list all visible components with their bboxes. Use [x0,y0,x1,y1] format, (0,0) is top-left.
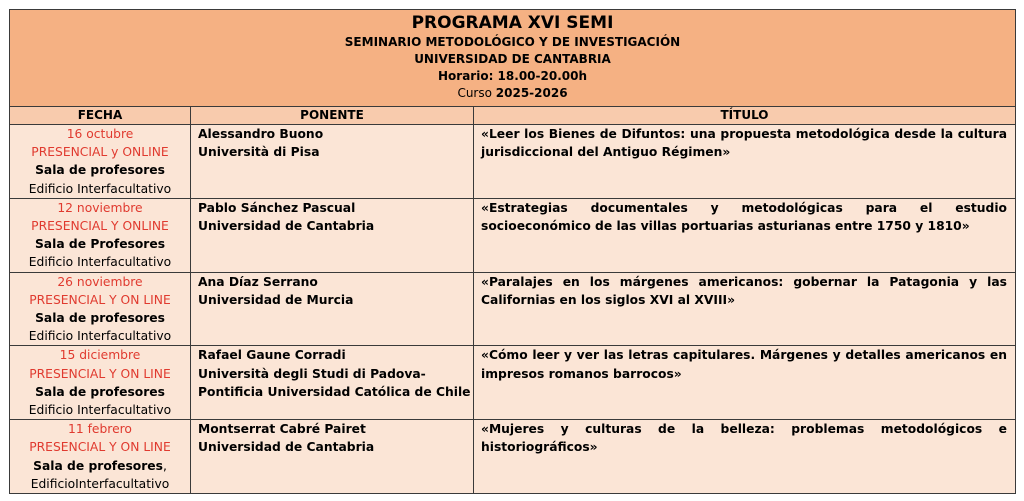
session-mode: PRESENCIAL y ONLINE [31,145,169,160]
session-date-cell [10,346,191,420]
session-row [10,272,1016,346]
session-date: 16 octubre [66,127,134,141]
course-label: Curso [457,86,492,100]
speaker-affiliation: Universidad de Cantabria [198,440,375,455]
session-mode: PRESENCIAL Y ON LINE [29,366,171,381]
speaker-affiliation: Universidad de Murcia [198,292,354,307]
session-row [10,346,1016,420]
university-name: UNIVERSIDAD DE CANTABRIA [414,52,611,66]
speaker-name: Pablo Sánchez Pascual [198,200,356,215]
session-title: «Leer los Bienes de Difuntos: una propuesta metodológica desde la cultura jurisdiccional del Antiguo Régimen» [474,125,1016,199]
session-mode: PRESENCIAL Y ON LINE [29,292,171,307]
session-mode: PRESENCIAL Y ON LINE [29,440,171,455]
speaker-affiliation: Università degli Studi di Padova-Pontificia Universidad Católica de Chile [198,366,471,399]
speaker-name: Alessandro Buono [198,127,324,141]
seminar-name: SEMINARIO METODOLÓGICO Y DE INVESTIGACIÓN [344,35,681,49]
session-date: 15 diciembre [59,348,141,363]
session-date-cell [10,420,191,494]
session-room: Sala de profesores [33,458,163,473]
session-room: Sala de profesores [35,311,165,326]
session-building: Edificio Interfacultativo [28,403,172,418]
schedule: Horario: 18.00-20.00h [438,69,587,83]
session-building: Edificio Interfacultativo [28,329,172,344]
session-room-suffix: , [162,458,167,473]
session-room-line [10,457,190,475]
session-date: 12 noviembre [57,200,143,215]
session-building: EdificioInterfacultativo [30,476,170,491]
session-date: 26 noviembre [57,274,143,289]
session-building: Edificio Interfacultativo [28,181,172,196]
session-speaker-cell [191,198,474,272]
session-title: «Estrategias documentales y metodológicas para el estudio socioeconómico de las villas portuarias asturianas entre 1750 y 1810» [474,198,1016,272]
session-date-cell [10,198,191,272]
session-title: «Mujeres y culturas de la belleza: problemas metodológicos e historiográficos» [474,420,1016,494]
speaker-name: Rafael Gaune Corradi [198,348,346,363]
program-document [9,9,1015,494]
session-speaker-cell [191,125,474,199]
speaker-name: Ana Díaz Serrano [198,274,318,289]
session-date-cell [10,125,191,199]
speaker-affiliation: Università di Pisa [198,145,320,160]
session-speaker-cell [191,346,474,420]
session-room: Sala de profesores [35,163,165,178]
session-title: «Cómo leer y ver las letras capitulares. Márgenes y detalles americanos en impresos romanos barrocos» [474,346,1016,420]
session-date: 11 febrero [68,422,132,437]
session-room: Sala de Profesores [34,237,166,252]
course-line [10,85,1015,101]
session-speaker-cell [191,420,474,494]
speaker-affiliation: Universidad de Cantabria [198,219,375,234]
session-date-cell [10,272,191,346]
column-header-title: TÍTULO [474,107,1016,125]
program-table [9,9,1016,494]
session-mode: PRESENCIAL Y ONLINE [31,219,169,234]
session-building: Edificio Interfacultativo [28,255,172,270]
session-room: Sala de profesores [35,384,165,399]
session-row [10,420,1016,494]
course-year: 2025-2026 [495,86,568,100]
column-header-date: FECHA [10,107,191,125]
speaker-name: Montserrat Cabré Pairet [198,422,366,437]
session-row [10,125,1016,199]
program-title: PROGRAMA XVI SEMI [411,13,614,33]
column-header-speaker: PONENTE [191,107,474,125]
session-speaker-cell [191,272,474,346]
session-title: «Paralajes en los márgenes americanos: gobernar la Patagonia y las Californias en los siglos XVI al XVIII» [474,272,1016,346]
session-row [10,198,1016,272]
program-header [10,10,1016,107]
